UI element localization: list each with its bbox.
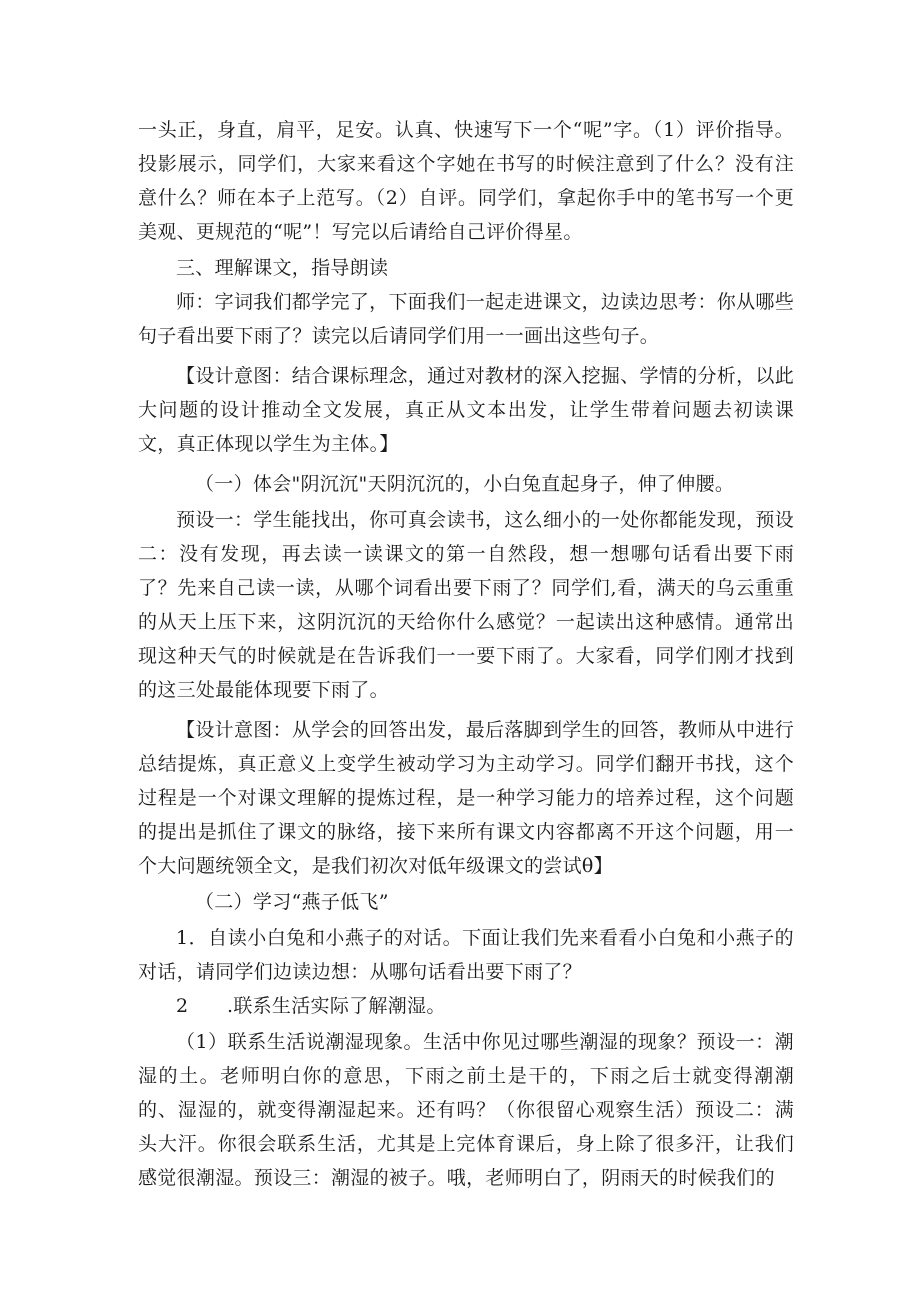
- section-heading-understand-text: 三、理解课文，指导朗读: [176, 257, 389, 279]
- paragraph-design-intent-2: 【设计意图：从学会的回答出发，最后落脚到学生的回答，教师从中进行总结提炼，真正意义上变学生被动学习为主动学习。同学们翻开书找，这个过程是一个对课文理解的提炼过程，是一种学习能力的培养过程，这个问题的提出是抓住了课文的脉络，接下来所有课文内容都离不开这个问题，用一个大问题统领全文，是我们初次对低年级课文的尝试θ】: [138, 719, 794, 877]
- paragraph-life-connection: 2 .联系生活实际了解潮湿。: [176, 995, 446, 1017]
- paragraph-writing-practice: 一头正，身直，肩平，足安。认真、快速写下一个“呢”字。（1）评价指导。投影展示，同学们，大家来看这个字她在书写的时候注意到了什么？没有注意什么？师在本子上范写。（2）自评。同学们，拿起你手中的笔书写一个更美观、更规范的“呢”！写完以后请给自己评价得星。: [138, 119, 794, 243]
- subheading-swallow-low: （二）学习“燕子低飞”: [195, 891, 389, 913]
- paragraph-teacher-intro: 师：字词我们都学完了，下面我们一起走进课文，边读边思考：你从哪些句子看出要下雨了？读完以后请同学们用一一画出这些句子。: [138, 291, 794, 347]
- paragraph-presets: 预设一：学生能找出，你可真会读书，这么细小的一处你都能发现，预设二：没有发现，再去读一读课文的第一自然段，想一想哪句话看出要下雨了？先来自己读一读，从哪个词看出要下雨了？同学们,看，满天的乌云重重的从天上压下来，这阴沉沉的天给你什么感觉？一起读出这种感情。通常出现这种天气的时候就是在告诉我们一一要下雨了。大家看，同学们刚才找到的这三处最能体现要下雨了。: [138, 509, 794, 701]
- paragraph-humidity-examples: （1）联系生活说潮湿现象。生活中你见过哪些潮湿的现象？预设一：潮湿的土。老师明白你的意思，下雨之前土是干的，下雨之后士就变得潮潮的、湿湿的，就变得潮湿起来。还有吗？（你很留心观察生活）预设二：满头大汗。你很会联系生活，尤其是上完体育课后，身上除了很多汗，让我们感觉很潮湿。预设三：潮湿的被子。哦，老师明白了，阴雨天的时候我们的: [138, 1031, 794, 1189]
- paragraph-design-intent-1: 【设计意图：结合课标理念，通过对教材的深入挖掘、学情的分析，以此大问题的设计推动全文发展，真正从文本出发，让学生带着问题去初读课文，真正体现以学生为主体。】: [138, 365, 794, 455]
- subheading-gloomy-sky: （一）体会"阴沉沉"天阴沉沉的，小白兔直起身子，伸了伸腰。: [195, 473, 735, 495]
- paragraph-dialogue-reading: 1．自读小白兔和小燕子的对话。下面让我们先来看看小白兔和小燕子的对话，请同学们边读边想：从哪句话看出要下雨了？: [138, 927, 794, 983]
- document-body: [138, 113, 794, 1195]
